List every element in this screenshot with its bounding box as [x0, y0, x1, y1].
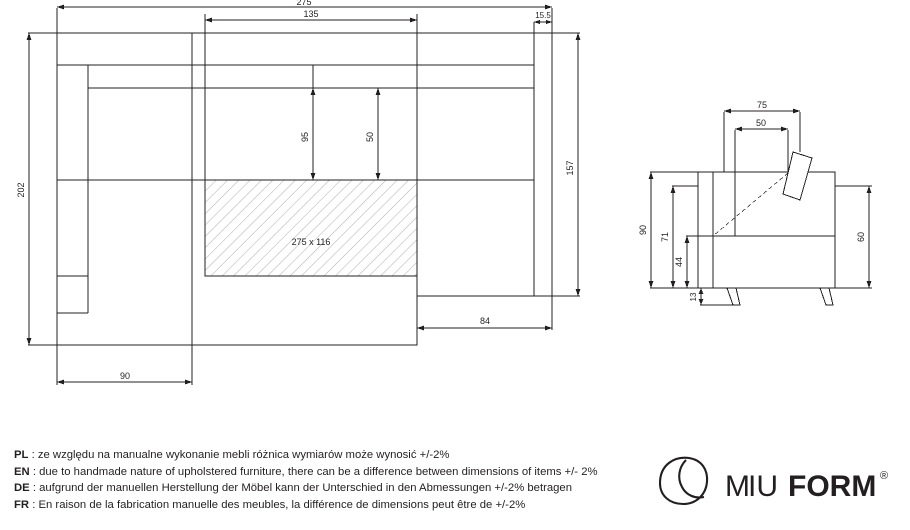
note-pl: [14, 447, 654, 464]
sleeping-area-hatch: [205, 180, 417, 276]
dim-seat-depth: 50: [755, 118, 767, 128]
note-de-text: : aufgrund der manuellen Herstellung der Möbel kann der Unterschied in den Abmessungen +/-2% betragen: [29, 482, 572, 495]
logo-text-iu: IU: [748, 470, 778, 503]
note-de: [14, 480, 654, 497]
dim-overall-height: 202: [16, 182, 26, 198]
dim-leg-height: 13: [689, 292, 698, 302]
dim-bottom-left-width: 90: [119, 371, 131, 381]
note-pl-text: : ze względu na manualne wykonanie mebli różnica wymiarów może wynosić +/-2%: [28, 449, 450, 461]
note-fr: [14, 497, 654, 514]
logo-mark-icon: [660, 458, 707, 504]
dim-armrest-height: 71: [660, 231, 670, 243]
side-view-sofa-outline: [698, 152, 835, 305]
note-en-text: : due to handmade nature of upholstered furniture, there can be a difference between dimensions of items +/- 2%: [29, 465, 598, 478]
disclaimer-notes: [14, 447, 654, 513]
dim-seat-width: 135: [303, 9, 319, 19]
dim-back-height: 90: [638, 224, 648, 236]
dim-bottom-right-width: 84: [479, 316, 491, 326]
note-fr-text: : En raison de la fabrication manuelle des meubles, la différence de dimensions peut être de +/-2%: [29, 498, 526, 511]
dim-backrest-height-left: 95: [300, 131, 310, 143]
dim-seat-height: 44: [674, 256, 684, 268]
logo-text-form: FORM: [788, 470, 877, 503]
dim-right-armrest: 15.5: [535, 11, 551, 20]
dim-depth-total: 75: [756, 100, 768, 110]
note-fr-lang: FR: [14, 498, 30, 511]
note-de-lang: DE: [14, 482, 30, 495]
dim-right-section-height: 157: [565, 160, 575, 176]
logo-text-m: M: [725, 470, 750, 503]
dim-side-height: 60: [856, 231, 866, 243]
note-en-lang: EN: [14, 465, 30, 478]
logo-registered-mark: ®: [880, 470, 889, 482]
miuform-logo: [652, 452, 896, 514]
dim-overall-width: 275: [296, 0, 312, 7]
note-en: [14, 464, 654, 481]
label-sleeping-area: 275 x 116: [291, 237, 331, 247]
note-pl-lang: PL: [14, 449, 29, 461]
dim-backrest-height-right: 50: [365, 131, 375, 143]
